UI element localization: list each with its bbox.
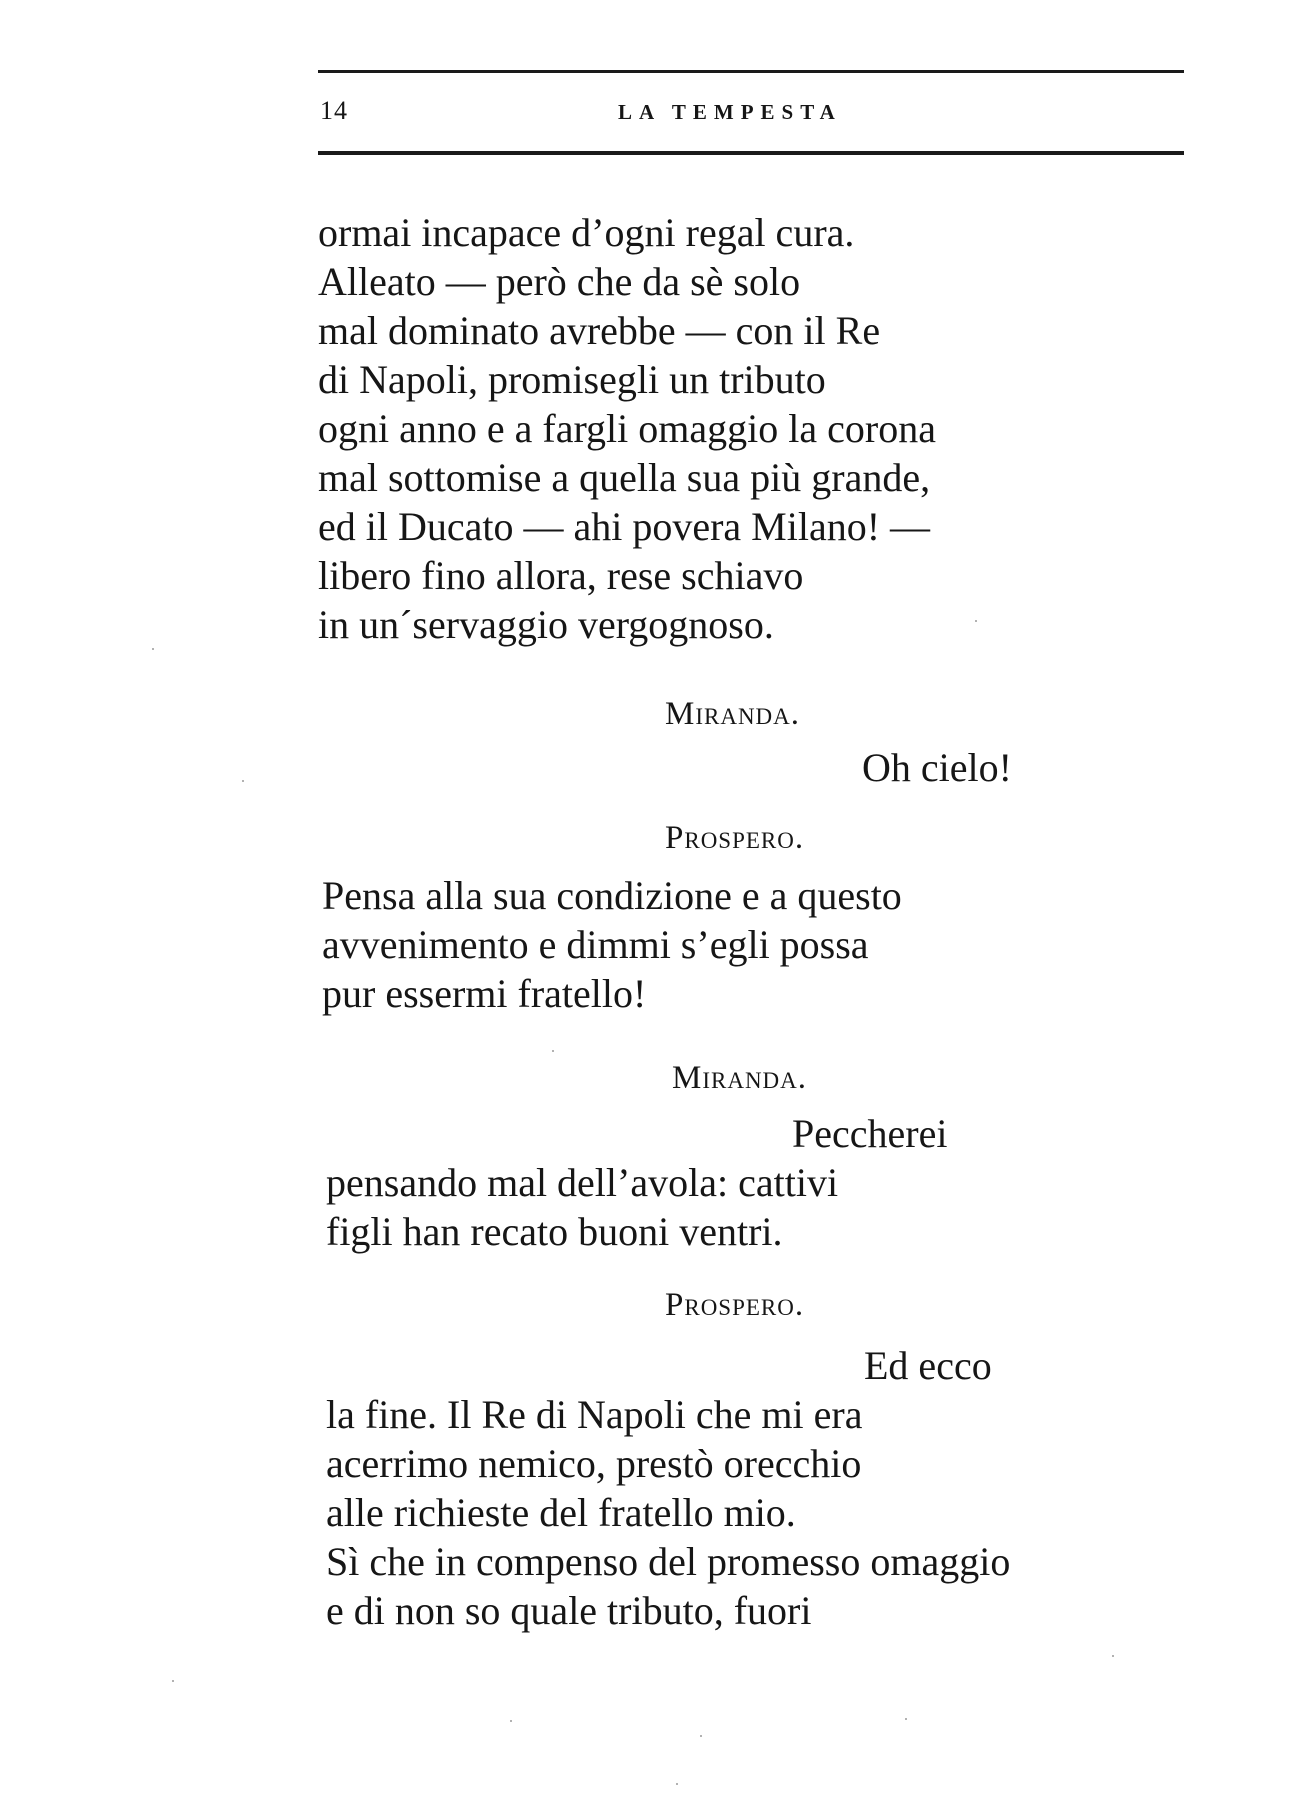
verse-line: di Napoli, promisegli un tributo (318, 357, 826, 402)
speaker-name: Miranda. (665, 696, 801, 732)
verse-line: alle richieste del fratello mio. (326, 1490, 796, 1535)
verse-line: acerrimo nemico, prestò orecchio (326, 1441, 862, 1486)
speaker-name: Prospero. (665, 820, 805, 856)
running-title: LA TEMPESTA (618, 100, 842, 124)
header-bottom-rule (318, 151, 1184, 155)
verse-line: ed il Ducato — ahi povera Milano! — (318, 504, 931, 549)
verse-line: Pensa alla sua condizione e a questo (322, 873, 902, 918)
verse-line: in un´servaggio vergognoso. (318, 602, 774, 647)
verse-line: ormai incapace d’ogni regal cura. (318, 210, 855, 255)
scan-speck (676, 1783, 678, 1785)
scan-speck (1112, 1655, 1114, 1657)
speaker-name: Miranda. (672, 1060, 808, 1096)
verse-line: ogni anno e a fargli omaggio la corona (318, 406, 936, 451)
verse-line: libero fino allora, rese schiavo (318, 553, 804, 598)
scan-speck (975, 620, 977, 622)
scan-speck (700, 1735, 702, 1737)
speaker-name: Prospero. (665, 1287, 805, 1323)
verse-line: Alleato — però che da sè solo (318, 259, 801, 304)
verse-line: la fine. Il Re di Napoli che mi era (326, 1392, 863, 1437)
page-number: 14 (320, 96, 348, 125)
verse-line: Peccherei (792, 1111, 948, 1156)
verse-line: pensando mal dell’avola: cattivi (326, 1160, 839, 1205)
verse-line: avvenimento e dimmi s’egli possa (322, 922, 869, 967)
scan-speck (552, 1050, 554, 1052)
verse-line: Sì che in compenso del promesso omaggio (326, 1539, 1011, 1584)
verse-line: Ed ecco (864, 1343, 992, 1388)
header-top-rule (318, 70, 1184, 73)
scan-speck (172, 1680, 174, 1682)
verse-line: Oh cielo! (862, 745, 1012, 790)
verse-line: e di non so quale tributo, fuori (326, 1588, 812, 1633)
scan-speck (905, 1718, 907, 1720)
scan-speck (242, 780, 244, 782)
scan-speck (510, 1720, 512, 1722)
scan-speck (152, 648, 154, 650)
verse-line: mal sottomise a quella sua più grande, (318, 455, 931, 500)
verse-line: pur essermi fratello! (322, 971, 647, 1016)
verse-line: mal dominato avrebbe — con il Re (318, 308, 881, 353)
verse-line: figli han recato buoni ventri. (326, 1209, 783, 1254)
